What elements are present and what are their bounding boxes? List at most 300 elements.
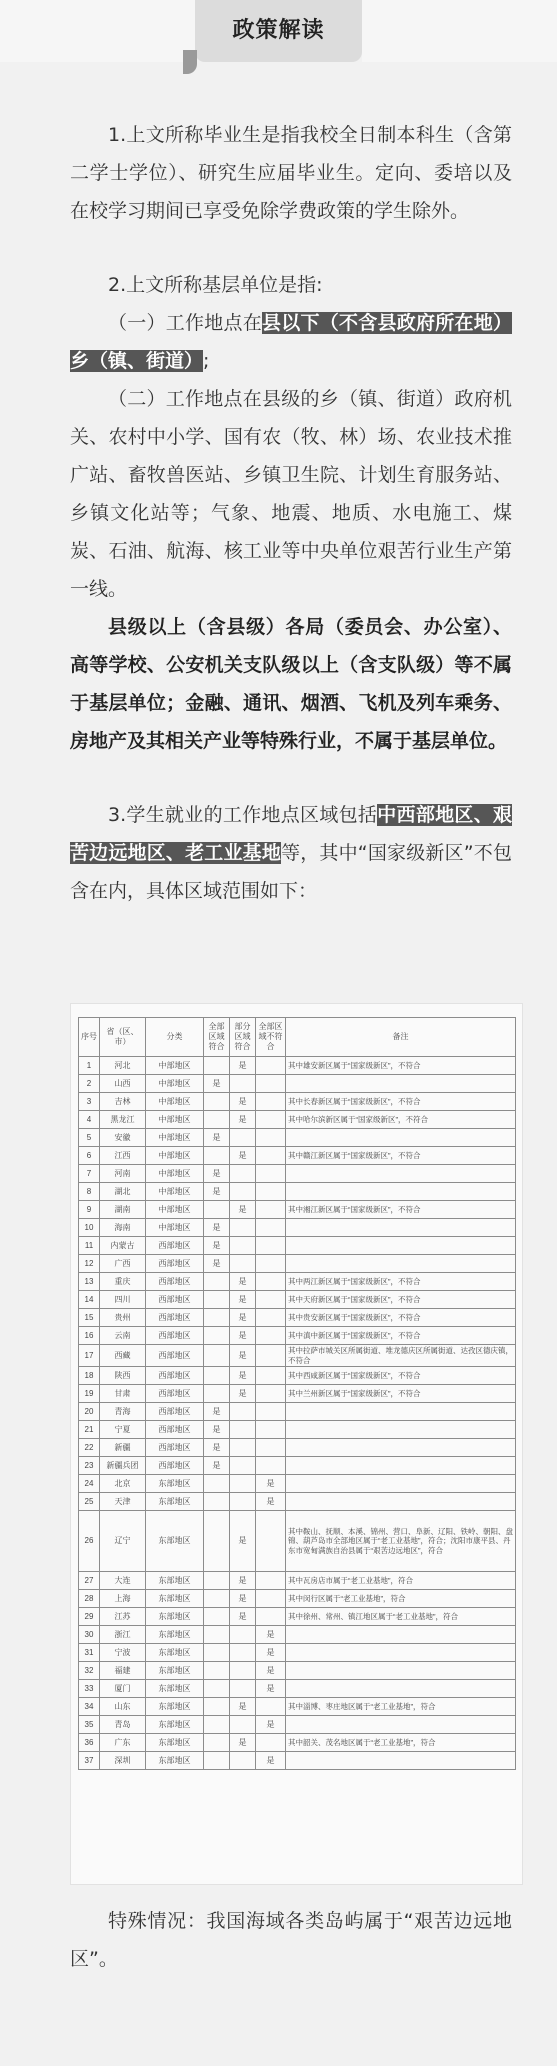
row-category: 东部地区 [146, 1734, 204, 1752]
row-category: 西部地区 [146, 1421, 204, 1439]
row-part-match: 是 [230, 1734, 256, 1752]
row-all-match: 是 [204, 1075, 230, 1093]
paragraph-not-grassroots: 县级以上（含县级）各局（委员会、办公室）、高等学校、公安机关支队级以上（含支队级）等不属于基层单位；金融、通讯、烟酒、飞机及列车乘务、房地产及其相关产业等特殊行业，不属于基层单位。 [70, 616, 512, 752]
row-part-match: 是 [230, 1201, 256, 1219]
highlight-regions: 中西部地区、艰苦边远地区、老工业基地 [70, 804, 512, 864]
paragraph-regions [70, 796, 512, 910]
row-no-match: 是 [256, 1626, 286, 1644]
row-part-match: 是 [230, 1273, 256, 1291]
row-part-match [230, 1183, 256, 1201]
table-row [79, 1309, 516, 1327]
table-row [79, 1367, 516, 1385]
row-no-match [256, 1183, 286, 1201]
row-all-match [204, 1111, 230, 1129]
row-no-match [256, 1093, 286, 1111]
row-note: 其中兰州新区属于“国家级新区”，不符合 [286, 1385, 516, 1403]
row-all-match [204, 1201, 230, 1219]
table-row [79, 1752, 516, 1770]
row-category: 西部地区 [146, 1439, 204, 1457]
row-no-match [256, 1075, 286, 1093]
row-province: 内蒙古 [100, 1237, 146, 1255]
row-province: 大连 [100, 1572, 146, 1590]
row-number: 17 [79, 1345, 100, 1367]
row-category: 东部地区 [146, 1626, 204, 1644]
row-number: 33 [79, 1680, 100, 1698]
row-all-match [204, 1147, 230, 1165]
row-all-match [204, 1752, 230, 1770]
row-category: 中部地区 [146, 1111, 204, 1129]
row-category: 东部地区 [146, 1493, 204, 1511]
row-all-match [204, 1644, 230, 1662]
row-no-match [256, 1608, 286, 1626]
row-note: 其中鞍山、抚顺、本溪、锦州、营口、阜新、辽阳、铁岭、朝阳、盘锦、葫芦岛市全部地区属于“老工业基地”，符合；沈阳市康平县、丹东市宽甸满族自治县属于“艰苦边远地区”，符合 [286, 1511, 516, 1572]
region-table-image [70, 1003, 523, 1885]
row-note [286, 1493, 516, 1511]
row-number: 11 [79, 1237, 100, 1255]
row-category: 西部地区 [146, 1403, 204, 1421]
row-province: 青海 [100, 1403, 146, 1421]
row-category: 中部地区 [146, 1183, 204, 1201]
table-row [79, 1093, 516, 1111]
row-note: 其中西咸新区属于“国家级新区”，不符合 [286, 1367, 516, 1385]
row-note: 其中两江新区属于“国家级新区”，不符合 [286, 1273, 516, 1291]
row-province: 山东 [100, 1698, 146, 1716]
row-all-match [204, 1057, 230, 1075]
row-note [286, 1129, 516, 1147]
header-province: 省（区、市） [100, 1018, 146, 1057]
row-part-match: 是 [230, 1291, 256, 1309]
row-province: 宁夏 [100, 1421, 146, 1439]
row-province: 陕西 [100, 1367, 146, 1385]
row-category: 西部地区 [146, 1345, 204, 1367]
table-row [79, 1345, 516, 1367]
row-province: 广西 [100, 1255, 146, 1273]
row-all-match: 是 [204, 1219, 230, 1237]
table-row [79, 1219, 516, 1237]
row-number: 34 [79, 1698, 100, 1716]
row-part-match: 是 [230, 1367, 256, 1385]
row-province: 河北 [100, 1057, 146, 1075]
row-number: 16 [79, 1327, 100, 1345]
table-row [79, 1457, 516, 1475]
row-note: 其中瓦房店市属于“老工业基地”，符合 [286, 1572, 516, 1590]
table-row [79, 1129, 516, 1147]
row-category: 东部地区 [146, 1572, 204, 1590]
table-row [79, 1572, 516, 1590]
table-row [79, 1734, 516, 1752]
row-all-match [204, 1367, 230, 1385]
row-no-match [256, 1309, 286, 1327]
row-province: 四川 [100, 1291, 146, 1309]
row-province: 湖南 [100, 1201, 146, 1219]
header-category: 分类 [146, 1018, 204, 1057]
row-part-match: 是 [230, 1698, 256, 1716]
row-category: 西部地区 [146, 1367, 204, 1385]
row-province: 北京 [100, 1475, 146, 1493]
row-part-match [230, 1075, 256, 1093]
table-row [79, 1662, 516, 1680]
row-province: 宁波 [100, 1644, 146, 1662]
item1-suffix: ; [203, 350, 210, 372]
row-note [286, 1255, 516, 1273]
row-note: 其中赣江新区属于“国家级新区”，不符合 [286, 1147, 516, 1165]
table-row [79, 1165, 516, 1183]
row-number: 21 [79, 1421, 100, 1439]
table-row [79, 1273, 516, 1291]
table-row [79, 1626, 516, 1644]
row-province: 深圳 [100, 1752, 146, 1770]
row-number: 35 [79, 1716, 100, 1734]
row-province: 重庆 [100, 1273, 146, 1291]
row-province: 云南 [100, 1327, 146, 1345]
row-no-match [256, 1590, 286, 1608]
row-no-match: 是 [256, 1644, 286, 1662]
row-all-match [204, 1608, 230, 1626]
row-part-match: 是 [230, 1147, 256, 1165]
page-title: 政策解读 [232, 18, 325, 43]
row-province: 福建 [100, 1662, 146, 1680]
row-category: 西部地区 [146, 1291, 204, 1309]
row-number: 5 [79, 1129, 100, 1147]
table-row [79, 1057, 516, 1075]
row-part-match [230, 1680, 256, 1698]
table-header-row [79, 1018, 516, 1057]
row-all-match: 是 [204, 1165, 230, 1183]
row-no-match: 是 [256, 1662, 286, 1680]
header-banner [0, 0, 557, 62]
row-part-match [230, 1475, 256, 1493]
row-number: 18 [79, 1367, 100, 1385]
table-row [79, 1075, 516, 1093]
table-row [79, 1291, 516, 1309]
row-all-match [204, 1291, 230, 1309]
row-category: 东部地区 [146, 1511, 204, 1572]
row-note: 其中徐州、常州、镇江地区属于“老工业基地”，符合 [286, 1608, 516, 1626]
row-number: 32 [79, 1662, 100, 1680]
row-all-match [204, 1475, 230, 1493]
header-no: 序号 [79, 1018, 100, 1057]
row-note [286, 1716, 516, 1734]
row-no-match [256, 1165, 286, 1183]
row-note: 其中韶关、茂名地区属于“老工业基地”，符合 [286, 1734, 516, 1752]
row-category: 西部地区 [146, 1385, 204, 1403]
row-province: 西藏 [100, 1345, 146, 1367]
row-all-match [204, 1662, 230, 1680]
row-no-match [256, 1367, 286, 1385]
row-note [286, 1075, 516, 1093]
row-no-match [256, 1237, 286, 1255]
row-note [286, 1680, 516, 1698]
row-category: 东部地区 [146, 1662, 204, 1680]
row-part-match [230, 1716, 256, 1734]
row-number: 7 [79, 1165, 100, 1183]
row-province: 江苏 [100, 1608, 146, 1626]
row-part-match [230, 1626, 256, 1644]
row-province: 天津 [100, 1493, 146, 1511]
row-category: 西部地区 [146, 1237, 204, 1255]
table-row [79, 1201, 516, 1219]
row-note [286, 1662, 516, 1680]
row-no-match [256, 1385, 286, 1403]
table-row [79, 1716, 516, 1734]
row-note [286, 1183, 516, 1201]
row-part-match [230, 1403, 256, 1421]
row-note: 其中雄安新区属于“国家级新区”，不符合 [286, 1057, 516, 1075]
row-province: 黑龙江 [100, 1111, 146, 1129]
row-note: 其中湘江新区属于“国家级新区”，不符合 [286, 1201, 516, 1219]
row-number: 37 [79, 1752, 100, 1770]
table-body [79, 1057, 516, 1770]
table-row [79, 1327, 516, 1345]
row-number: 23 [79, 1457, 100, 1475]
row-note [286, 1421, 516, 1439]
row-no-match [256, 1291, 286, 1309]
row-number: 12 [79, 1255, 100, 1273]
row-all-match [204, 1680, 230, 1698]
row-part-match: 是 [230, 1385, 256, 1403]
row-number: 14 [79, 1291, 100, 1309]
row-all-match [204, 1511, 230, 1572]
regions-suffix: 等，其中“国家级新区”不包含在内，具体区域范围如下： [70, 842, 512, 902]
row-category: 东部地区 [146, 1608, 204, 1626]
row-category: 中部地区 [146, 1219, 204, 1237]
row-number: 6 [79, 1147, 100, 1165]
row-part-match: 是 [230, 1608, 256, 1626]
row-part-match [230, 1457, 256, 1475]
row-part-match [230, 1752, 256, 1770]
row-all-match: 是 [204, 1237, 230, 1255]
row-part-match: 是 [230, 1590, 256, 1608]
row-all-match: 是 [204, 1439, 230, 1457]
row-category: 中部地区 [146, 1093, 204, 1111]
row-note [286, 1403, 516, 1421]
row-part-match: 是 [230, 1111, 256, 1129]
row-note: 其中拉萨市城关区所属街道、堆龙德庆区所属街道、达孜区德庆镇，不符合 [286, 1345, 516, 1367]
row-no-match [256, 1273, 286, 1291]
row-number: 25 [79, 1493, 100, 1511]
row-number: 2 [79, 1075, 100, 1093]
table-row [79, 1439, 516, 1457]
row-no-match [256, 1147, 286, 1165]
table-row [79, 1590, 516, 1608]
row-all-match [204, 1493, 230, 1511]
row-province: 江西 [100, 1147, 146, 1165]
row-category: 东部地区 [146, 1698, 204, 1716]
row-number: 36 [79, 1734, 100, 1752]
row-all-match [204, 1590, 230, 1608]
row-province: 海南 [100, 1219, 146, 1237]
row-number: 9 [79, 1201, 100, 1219]
row-number: 22 [79, 1439, 100, 1457]
row-no-match [256, 1698, 286, 1716]
special-case-text: 特殊情况：我国海域各类岛屿属于“艰苦边远地区”。 [70, 1910, 512, 1970]
row-note: 其中淄博、枣庄地区属于“老工业基地”，符合 [286, 1698, 516, 1716]
header-all: 全部区域符合 [204, 1018, 230, 1057]
row-category: 中部地区 [146, 1201, 204, 1219]
table-row [79, 1511, 516, 1572]
row-part-match [230, 1219, 256, 1237]
row-category: 西部地区 [146, 1457, 204, 1475]
row-no-match [256, 1439, 286, 1457]
row-no-match [256, 1057, 286, 1075]
row-no-match [256, 1734, 286, 1752]
row-part-match: 是 [230, 1511, 256, 1572]
row-category: 中部地区 [146, 1057, 204, 1075]
row-part-match [230, 1644, 256, 1662]
row-no-match [256, 1421, 286, 1439]
row-no-match [256, 1201, 286, 1219]
row-category: 西部地区 [146, 1309, 204, 1327]
table-row [79, 1608, 516, 1626]
row-province: 山西 [100, 1075, 146, 1093]
row-part-match: 是 [230, 1309, 256, 1327]
row-number: 19 [79, 1385, 100, 1403]
row-note [286, 1752, 516, 1770]
row-category: 中部地区 [146, 1147, 204, 1165]
row-note [286, 1626, 516, 1644]
row-all-match: 是 [204, 1421, 230, 1439]
row-part-match [230, 1421, 256, 1439]
row-all-match: 是 [204, 1255, 230, 1273]
row-number: 31 [79, 1644, 100, 1662]
row-all-match [204, 1385, 230, 1403]
table-row [79, 1475, 516, 1493]
row-number: 1 [79, 1057, 100, 1075]
row-all-match [204, 1734, 230, 1752]
row-number: 13 [79, 1273, 100, 1291]
row-number: 27 [79, 1572, 100, 1590]
row-category: 东部地区 [146, 1590, 204, 1608]
row-part-match: 是 [230, 1572, 256, 1590]
row-category: 东部地区 [146, 1680, 204, 1698]
row-note: 其中哈尔滨新区属于“国家级新区”，不符合 [286, 1111, 516, 1129]
row-part-match: 是 [230, 1345, 256, 1367]
table-row [79, 1644, 516, 1662]
row-province: 新疆兵团 [100, 1457, 146, 1475]
row-category: 西部地区 [146, 1255, 204, 1273]
row-category: 中部地区 [146, 1129, 204, 1147]
row-number: 15 [79, 1309, 100, 1327]
region-table [78, 1017, 516, 1770]
row-note [286, 1219, 516, 1237]
row-category: 东部地区 [146, 1716, 204, 1734]
row-province: 河南 [100, 1165, 146, 1183]
table-row [79, 1680, 516, 1698]
row-part-match: 是 [230, 1327, 256, 1345]
row-no-match: 是 [256, 1752, 286, 1770]
row-no-match [256, 1457, 286, 1475]
row-category: 东部地区 [146, 1644, 204, 1662]
row-no-match [256, 1345, 286, 1367]
row-all-match [204, 1572, 230, 1590]
row-category: 东部地区 [146, 1475, 204, 1493]
table-row [79, 1255, 516, 1273]
row-province: 湖北 [100, 1183, 146, 1201]
row-no-match: 是 [256, 1475, 286, 1493]
row-province: 贵州 [100, 1309, 146, 1327]
row-part-match: 是 [230, 1057, 256, 1075]
row-all-match [204, 1309, 230, 1327]
row-all-match: 是 [204, 1457, 230, 1475]
row-all-match [204, 1626, 230, 1644]
table-row [79, 1698, 516, 1716]
row-part-match [230, 1165, 256, 1183]
row-number: 10 [79, 1219, 100, 1237]
header-note: 备注 [286, 1018, 516, 1057]
row-number: 3 [79, 1093, 100, 1111]
row-number: 4 [79, 1111, 100, 1129]
header-none: 全部区域不符合 [256, 1018, 286, 1057]
table-row [79, 1147, 516, 1165]
row-no-match: 是 [256, 1680, 286, 1698]
row-part-match [230, 1129, 256, 1147]
row-province: 辽宁 [100, 1511, 146, 1572]
row-province: 上海 [100, 1590, 146, 1608]
table-row [79, 1403, 516, 1421]
row-province: 厦门 [100, 1680, 146, 1698]
row-province: 广东 [100, 1734, 146, 1752]
row-note: 其中滇中新区属于“国家级新区”，不符合 [286, 1327, 516, 1345]
row-number: 26 [79, 1511, 100, 1572]
row-note [286, 1237, 516, 1255]
row-category: 东部地区 [146, 1752, 204, 1770]
row-category: 西部地区 [146, 1327, 204, 1345]
row-category: 中部地区 [146, 1075, 204, 1093]
row-province: 吉林 [100, 1093, 146, 1111]
row-no-match: 是 [256, 1493, 286, 1511]
table-row [79, 1237, 516, 1255]
row-note [286, 1475, 516, 1493]
row-all-match [204, 1345, 230, 1367]
row-number: 28 [79, 1590, 100, 1608]
table-row [79, 1111, 516, 1129]
row-note [286, 1457, 516, 1475]
row-number: 8 [79, 1183, 100, 1201]
paragraph-graduates: 1.上文所称毕业生是指我校全日制本科生（含第二学士学位）、研究生应届毕业生。定向、委培以及在校学习期间已享受免除学费政策的学生除外。 [70, 124, 512, 222]
row-number: 24 [79, 1475, 100, 1493]
footer-note [70, 1902, 512, 1978]
regions-prefix: 3.学生就业的工作地点区域包括 [108, 804, 378, 826]
row-note [286, 1439, 516, 1457]
row-number: 20 [79, 1403, 100, 1421]
row-no-match [256, 1572, 286, 1590]
row-all-match: 是 [204, 1403, 230, 1421]
row-no-match [256, 1327, 286, 1345]
row-province: 甘肃 [100, 1385, 146, 1403]
row-part-match: 是 [230, 1093, 256, 1111]
row-all-match [204, 1698, 230, 1716]
row-part-match [230, 1237, 256, 1255]
row-category: 中部地区 [146, 1165, 204, 1183]
row-all-match [204, 1093, 230, 1111]
header-part: 部分区域符合 [230, 1018, 256, 1057]
table-row [79, 1183, 516, 1201]
row-no-match [256, 1511, 286, 1572]
table-row [79, 1493, 516, 1511]
row-number: 29 [79, 1608, 100, 1626]
row-province: 青岛 [100, 1716, 146, 1734]
row-number: 30 [79, 1626, 100, 1644]
row-province: 新疆 [100, 1439, 146, 1457]
row-no-match [256, 1403, 286, 1421]
paragraph-grassroots-intro: 2.上文所称基层单位是指: [108, 274, 323, 296]
header-bg-right [362, 0, 557, 62]
row-all-match: 是 [204, 1129, 230, 1147]
row-part-match [230, 1493, 256, 1511]
row-note: 其中天府新区属于“国家级新区”，不符合 [286, 1291, 516, 1309]
row-part-match [230, 1255, 256, 1273]
table-row [79, 1385, 516, 1403]
